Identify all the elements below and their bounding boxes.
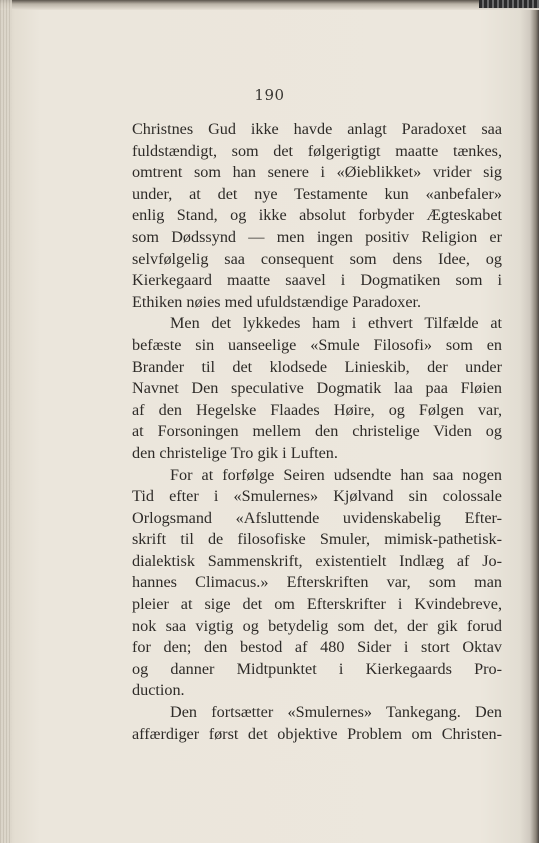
- text-line: nok saa vigtig og betydelig som det, der gik forud: [132, 616, 502, 635]
- text-line: For at forfølge Seiren udsendte han saa nogen: [170, 465, 502, 484]
- text-line: selvfølgelig saa consequent som dens Idee, og: [132, 249, 502, 268]
- text-line: Tid efter i «Smulernes» Kjølvand sin colossale: [132, 487, 502, 506]
- text-line: Orlogsmand «Afsluttende uvidenskabelig Efter-: [132, 508, 502, 527]
- text-line: omtrent som han senere i «Øieblikket» vrider sig: [132, 163, 502, 182]
- text-line: skrift til de filosofiske Smuler, mimisk-pathetisk-: [132, 530, 502, 549]
- body-text: [132, 119, 502, 745]
- text-line: befæste sin uanseelige «Smule Filosofi» som en: [132, 335, 502, 354]
- text-line: Den fortsætter «Smulernes» Tankegang. Den: [170, 703, 502, 722]
- text-line: Brander til det klodsede Linieskib, der under: [132, 357, 502, 376]
- text-line: for den; den bestod af 480 Sider i stort Oktav: [132, 638, 502, 657]
- page-top-edge: [0, 0, 539, 10]
- text-line: og danner Midtpunktet i Kierkegaards Pro-: [132, 659, 502, 678]
- text-line: af den Hegelske Flaades Høire, og Følgen var,: [132, 400, 502, 419]
- text-line: under, at det nye Testamente kun «anbefaler»: [132, 184, 502, 203]
- text-line: hannes Climacus.» Efterskriften var, som man: [132, 573, 502, 592]
- page-number: 190: [254, 86, 285, 104]
- text-line: at Forsoningen mellem den christelige Viden og: [132, 422, 502, 441]
- text-line: dialektisk Sammenskrift, existentielt Indlæg af Jo-: [132, 551, 502, 570]
- text-line: Christnes Gud ikke havde anlagt Paradoxet saa: [132, 120, 502, 138]
- text-line: Men det lykkedes ham i ethvert Tilfælde at: [170, 314, 502, 333]
- text-line: enlig Stand, og ikke absolut forbyder Ægteskabet: [132, 206, 502, 225]
- text-line: duction.: [132, 681, 185, 700]
- text-line: affærdiger først det objektive Problem om Christen-: [132, 724, 502, 743]
- binding-mark: [479, 0, 539, 8]
- text-line: som Dødssynd — men ingen positiv Religion er: [132, 227, 502, 246]
- page-left-edge: [0, 0, 12, 843]
- text-line: den christelige Tro gik i Luften.: [132, 443, 338, 462]
- text-line: fuldstændigt, som det følgerigtigt maatte tænkes,: [132, 141, 502, 160]
- text-line: Ethiken nøies med ufuldstændige Paradoxer.: [132, 292, 422, 311]
- text-line: Kierkegaard maatte saavel i Dogmatiken som i: [132, 271, 502, 290]
- text-line: Navnet Den speculative Dogmatik laa paa Fløien: [132, 379, 502, 398]
- text-line: pleier at sige det om Efterskrifter i Kvindebreve,: [132, 595, 502, 614]
